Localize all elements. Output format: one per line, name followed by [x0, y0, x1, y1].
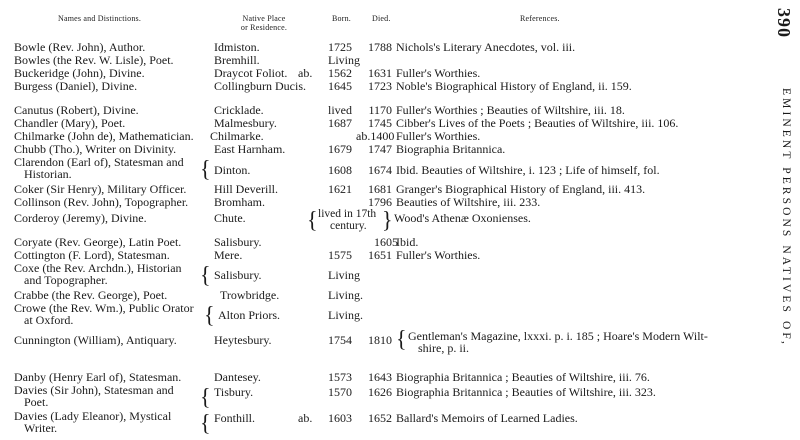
born-year: Living.: [328, 308, 363, 322]
died-year: 1652: [368, 411, 392, 425]
died-year: 1681: [368, 182, 392, 196]
reference: Fuller's Worthies.: [396, 248, 481, 262]
reference-line1: Gentleman's Magazine, lxxxi. p. i. 185 ; Hoare's Modern Wilt-: [408, 329, 708, 343]
person-name: Crabbe (the Rev. George), Poet.: [14, 288, 168, 302]
reference: Ibid.: [396, 235, 419, 249]
name-line1: Clarendon (Earl of), Statesman and: [14, 155, 184, 169]
brace-glyph: }: [382, 206, 393, 233]
person-name: Buckeridge (John), Divine.: [14, 66, 145, 80]
native-place: Tisbury.: [214, 385, 254, 399]
died-year: 1674: [368, 163, 392, 177]
brace-glyph: {: [307, 206, 318, 233]
native-place: Dantesey.: [214, 370, 261, 384]
person-name: Danby (Henry Earl of), Statesman.: [14, 370, 182, 384]
born-century: century.: [330, 220, 367, 232]
brace-glyph: {: [204, 301, 215, 328]
name-line2: at Oxford.: [24, 313, 74, 327]
born-year: 1725: [328, 40, 352, 54]
reference: Fuller's Worthies.: [396, 129, 481, 143]
reference: Noble's Biographical History of England, ii. 159.: [396, 79, 632, 93]
reference: Biographia Britannica ; Beauties of Wiltshire, iii. 76.: [396, 370, 650, 384]
table-row: [0, 410, 760, 436]
person-name: Burgess (Daniel), Divine.: [14, 79, 138, 93]
header-place-line2: or Residence.: [240, 23, 288, 32]
died-year: 1643: [368, 370, 392, 384]
native-place: Bromham.: [214, 195, 265, 209]
side-margin: [768, 0, 800, 440]
born-year: 1679: [328, 142, 352, 156]
name-line2: Writer.: [24, 421, 58, 435]
died-year: ab.1400: [356, 129, 395, 143]
born-year: Living: [328, 53, 360, 67]
header-names: Names and Distinctions.: [58, 14, 142, 23]
person-name: [14, 410, 210, 434]
person-name: [14, 384, 210, 408]
born-year: 1603: [328, 411, 352, 425]
died-year: 1747: [368, 142, 392, 156]
native-place: Collingburn Ducis.: [214, 79, 306, 93]
native-place: Salisbury.: [214, 235, 262, 249]
native-place: Draycot Foliot.: [214, 66, 288, 80]
born-year: 1570: [328, 385, 352, 399]
person-name: Cunnington (William), Antiquary.: [14, 333, 177, 347]
person-name: Coker (Sir Henry), Military Officer.: [14, 182, 187, 196]
name-line1: Crowe (the Rev. Wm.), Public Orator: [14, 301, 194, 315]
died-year: 1810: [368, 333, 392, 347]
native-place: Salisbury.: [214, 268, 262, 282]
born-year: 1573: [328, 370, 352, 384]
died-year: 1605: [374, 235, 398, 249]
table-row: [0, 206, 760, 235]
reference: Biographia Britannica ; Beauties of Wiltshire, iii. 323.: [396, 385, 656, 399]
native-place: Idmiston.: [214, 40, 260, 54]
reference: Ballard's Memoirs of Learned Ladies.: [396, 411, 578, 425]
born-year: Living.: [328, 288, 363, 302]
reference: [408, 330, 760, 354]
died-year: 1170: [368, 103, 392, 117]
header-place-line1: Native Place: [242, 14, 286, 23]
table-row: [0, 384, 760, 410]
reference: Biographia Britannica.: [396, 142, 506, 156]
person-name: [14, 156, 210, 180]
running-head: EMINENT PERSONS NATIVES OF,: [780, 88, 792, 347]
native-place: Trowbridge.: [220, 288, 280, 302]
reference: Wood's Athenæ Oxonienses.: [394, 211, 531, 225]
died-year: 1626: [368, 385, 392, 399]
native-place: Cricklade.: [214, 103, 264, 117]
brace-glyph: {: [200, 261, 211, 288]
person-name: Bowle (Rev. John), Author.: [14, 40, 146, 54]
born-year: Living: [328, 268, 360, 282]
born-prefix: ab.: [298, 66, 313, 80]
native-place: Heytesbury.: [214, 333, 272, 347]
person-name: Coryate (Rev. George), Latin Poet.: [14, 235, 182, 249]
native-place: Dinton.: [214, 163, 251, 177]
died-year: 1745: [368, 116, 392, 130]
died-year: 1651: [368, 248, 392, 262]
person-name: Collinson (Rev. John), Topographer.: [14, 195, 189, 209]
born-year: 1687: [328, 116, 352, 130]
reference: Fuller's Worthies ; Beauties of Wiltshire, iii. 18.: [396, 103, 625, 117]
died-year: 1788: [368, 40, 392, 54]
born-year: lived: [328, 103, 352, 117]
name-line2: Poet.: [24, 395, 49, 409]
reference: Cibber's Lives of the Poets ; Beauties of Wiltshire, iii. 106.: [396, 116, 679, 130]
brace-glyph: {: [200, 409, 211, 436]
native-place: Chilmarke.: [210, 129, 264, 143]
person-name: Chubb (Tho.), Writer on Divinity.: [14, 142, 177, 156]
name-line2: and Topographer.: [24, 273, 108, 287]
name-line1: Davies (Lady Eleanor), Mystical: [14, 409, 172, 423]
native-place: East Harnham.: [214, 142, 286, 156]
native-place: Mere.: [214, 248, 243, 262]
born-year: 1562: [328, 66, 352, 80]
native-place: Malmesbury.: [214, 116, 277, 130]
born-prefix: ab.: [298, 411, 313, 425]
person-name: [14, 302, 210, 326]
born-year: 1645: [328, 79, 352, 93]
born-year: 1608: [328, 163, 352, 177]
person-name: Bowles (the Rev. W. Lisle), Poet.: [14, 53, 174, 67]
person-name: Corderoy (Jeremy), Divine.: [14, 211, 147, 225]
born-lived: lived in 17th: [318, 208, 377, 220]
name-line1: Coxe (the Rev. Archdn.), Historian: [14, 261, 182, 275]
header-born: Born.: [332, 14, 351, 23]
native-place: Hill Deverill.: [214, 182, 278, 196]
reference: Beauties of Wiltshire, iii. 233.: [396, 195, 541, 209]
person-name: Chandler (Mary), Poet.: [14, 116, 126, 130]
header-died: Died.: [372, 14, 391, 23]
died-year: 1723: [368, 79, 392, 93]
reference: Nichols's Literary Anecdotes, vol. iii.: [396, 40, 576, 54]
reference: Ibid. Beauties of Wiltshire, i. 123 ; Life of himself, fol.: [396, 163, 660, 177]
born-year: 1575: [328, 248, 352, 262]
name-line1: Davies (Sir John), Statesman and: [14, 383, 174, 397]
person-name: Cottington (F. Lord), Statesman.: [14, 248, 170, 262]
page-number: 390: [774, 8, 794, 38]
native-place: Chute.: [214, 211, 246, 225]
reference: Fuller's Worthies.: [396, 66, 481, 80]
native-place: Bremhill.: [214, 53, 260, 67]
brace-glyph: {: [200, 155, 211, 182]
person-name: [14, 262, 210, 286]
header-references: References.: [520, 14, 560, 23]
native-place: Alton Priors.: [218, 308, 281, 322]
born-year: 1754: [328, 333, 352, 347]
born-year: 1621: [328, 182, 352, 196]
reference-line2: shire, p. ii.: [418, 341, 469, 355]
table-row: [0, 325, 760, 360]
table-row: [0, 262, 760, 288]
died-year: 1631: [368, 66, 392, 80]
native-place: Fonthill.: [214, 411, 256, 425]
died-year: 1796: [368, 195, 392, 209]
brace-glyph: {: [200, 383, 211, 410]
person-name: Canutus (Robert), Divine.: [14, 103, 139, 117]
table-row: [0, 156, 760, 182]
header-place: [222, 14, 306, 32]
reference: Granger's Biographical History of England, iii. 413.: [396, 182, 646, 196]
brace-glyph: {: [396, 325, 407, 352]
name-line2: Historian.: [24, 167, 72, 181]
table-row: [0, 302, 760, 328]
person-name: Chilmarke (John de), Mathematician.: [14, 129, 194, 143]
